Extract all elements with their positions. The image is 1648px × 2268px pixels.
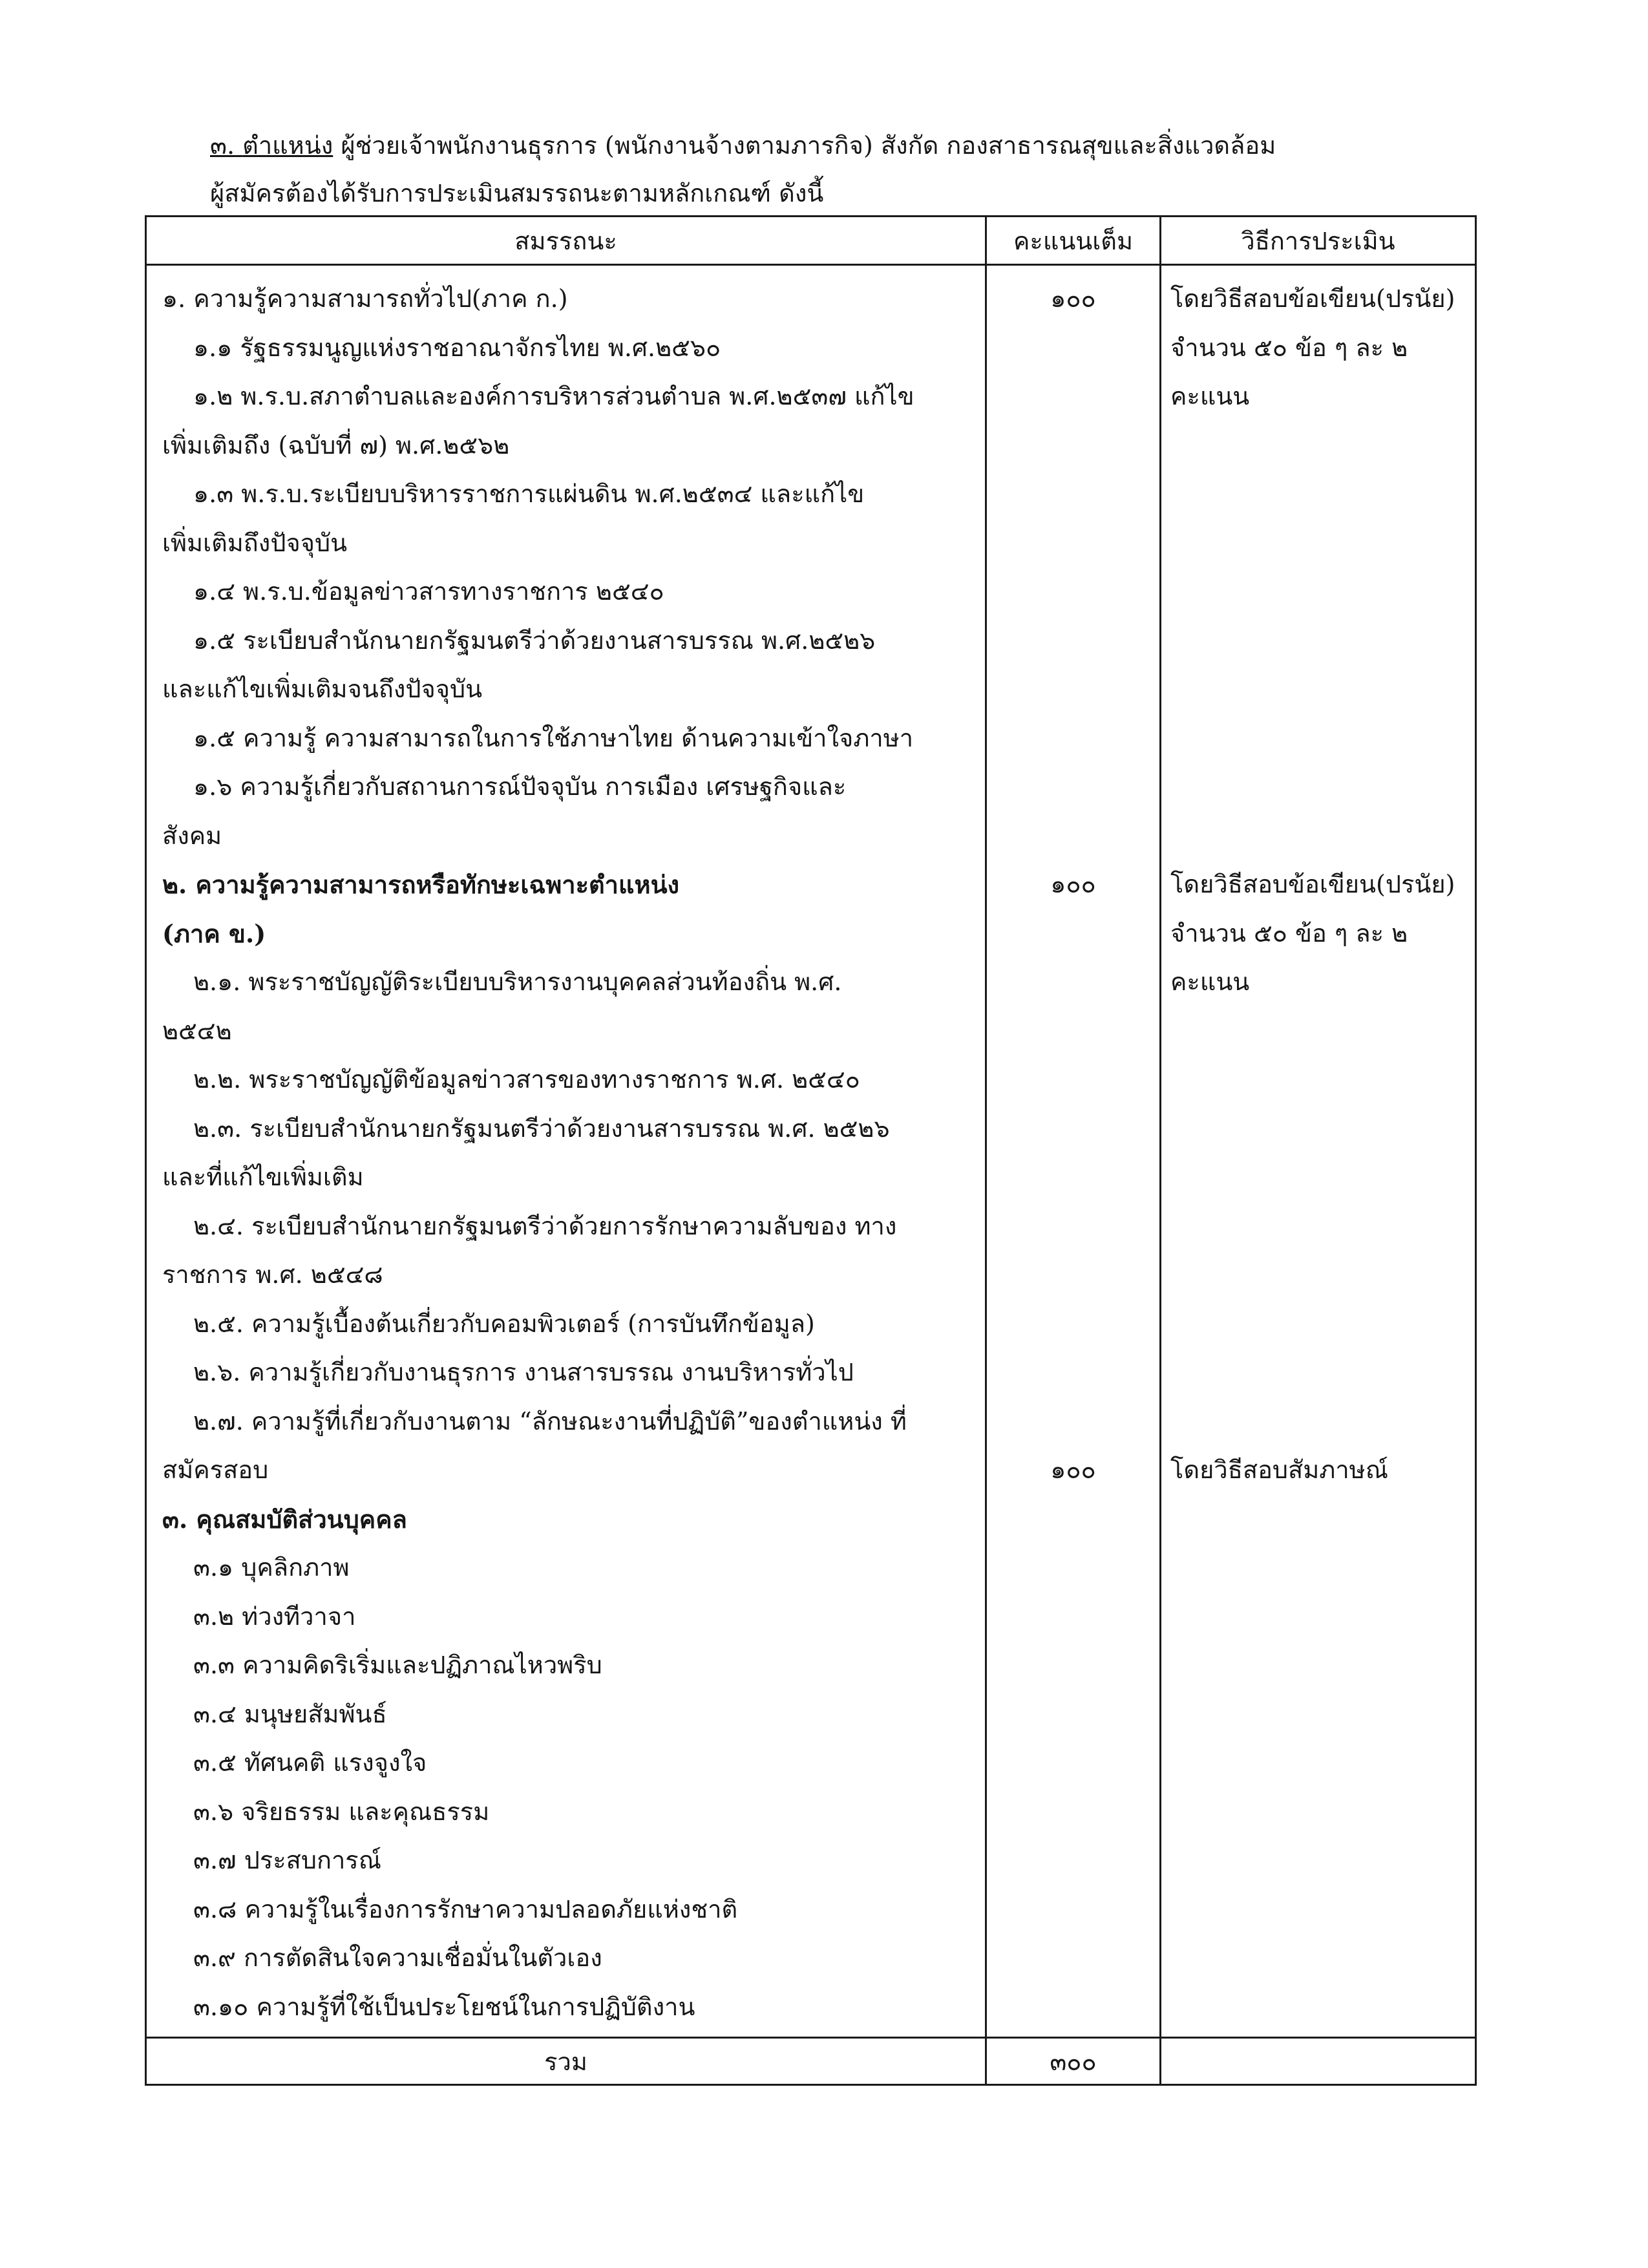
- list-item: ๑.๖ ความรู้เกี่ยวกับสถานการณ์ปัจจุบัน การเมือง เศรษฐกิจและ: [193, 772, 847, 801]
- spacer: [987, 324, 1159, 861]
- spacer: [1170, 1007, 1468, 1447]
- list-item: ๒.๔. ระเบียบสำนักนายกรัฐมนตรีว่าด้วยการรักษาความลับของ ทาง: [193, 1211, 897, 1240]
- list-item-continued: เพิ่มเติมถึงปัจจุบัน: [162, 528, 348, 557]
- spacer: [1170, 421, 1468, 861]
- list-item-continued: ๒๕๔๒: [162, 1016, 232, 1045]
- list-item: ๑.๑ รัฐธรรมนูญแห่งราชอาณาจักรไทย พ.ศ.๒๕๖๐: [193, 333, 721, 362]
- list-item: ๑.๕ ระเบียบสำนักนายกรัฐมนตรีว่าด้วยงานสารบรรณ พ.ศ.๒๕๒๖: [193, 626, 876, 655]
- section-1-score: ๑๐๐: [1050, 284, 1096, 313]
- list-item-continued: เพิ่มเติมถึง (ฉบับที่ ๗) พ.ศ.๒๕๖๒: [162, 430, 510, 460]
- list-item-continued: สมัครสอบ: [162, 1456, 269, 1484]
- section-1-method-unit: คะแนน: [1170, 382, 1250, 410]
- list-item: ๒.๑. พระราชบัญญัติระเบียบบริหารงานบุคคลส่วนท้องถิ่น พ.ศ.: [193, 968, 842, 996]
- list-item: ๒.๖. ความรู้เกี่ยวกับงานธุรการ งานสารบรรณ งานบริหารทั่วไป: [193, 1358, 854, 1386]
- competency-cell: [146, 265, 986, 2038]
- header-full-score: คะแนนเต็ม: [986, 217, 1161, 265]
- header-competency: สมรรถนะ: [146, 217, 986, 265]
- list-item: ๒.๗. ความรู้ที่เกี่ยวกับงานตาม “ลักษณะงานที่ปฏิบัติ”ของตำแหน่ง ที่: [193, 1406, 907, 1436]
- list-item: ๓.๒ ท่วงทีวาจา: [193, 1602, 356, 1631]
- list-item: ๑.๒ พ.ร.บ.สภาตำบลและองค์การบริหารส่วนตำบล พ.ศ.๒๕๓๗ แก้ไข: [193, 382, 914, 410]
- competency-table: [145, 215, 1477, 2086]
- total-label: รวม: [146, 2038, 986, 2085]
- position-heading: ๓. ตำแหน่ง: [210, 131, 333, 160]
- method-cell: [1161, 265, 1476, 2038]
- intro-line-1: [210, 122, 1490, 169]
- list-item: ๑.๓ พ.ร.บ.ระเบียบบริหารราชการแผ่นดิน พ.ศ.๒๕๓๔ และแก้ไข: [193, 480, 865, 508]
- section-2-score: ๑๐๐: [1050, 870, 1096, 898]
- section-2-method-unit: คะแนน: [1170, 968, 1250, 996]
- list-item: ๓.๓ ความคิดริเริ่มและปฏิภาณไหวพริบ: [193, 1651, 602, 1679]
- list-item: ๒.๒. พระราชบัญญัติข้อมูลข่าวสารของทางราชการ พ.ศ. ๒๕๔๐: [193, 1065, 860, 1094]
- full-score-cell: [986, 265, 1161, 2038]
- list-item: ๓.๑๐ ความรู้ที่ใช้เป็นประโยชน์ในการปฏิบัติงาน: [193, 1992, 695, 2021]
- section-3-method: โดยวิธีสอบสัมภาษณ์: [1170, 1456, 1388, 1484]
- section-2-method: โดยวิธีสอบข้อเขียน(ปรนัย): [1170, 870, 1455, 898]
- list-item: ๑.๔ พ.ร.บ.ข้อมูลข่าวสารทางราชการ ๒๕๔๐: [193, 577, 664, 606]
- intro-line-2: ผู้สมัครต้องได้รับการประเมินสมรรถนะตามหลักเกณฑ์ ดังนี้: [210, 179, 824, 207]
- list-item: ๓.๖ จริยธรรม และคุณธรรม: [193, 1797, 490, 1826]
- list-item: ๓.๙ การตัดสินใจความเชื่อมั่นในตัวเอง: [193, 1944, 602, 1972]
- section-1-method: โดยวิธีสอบข้อเขียน(ปรนัย): [1170, 284, 1455, 313]
- table-body-row: [146, 265, 1476, 2038]
- header-method: วิธีการประเมิน: [1161, 217, 1476, 265]
- list-item-continued: ราชการ พ.ศ. ๒๕๔๘: [162, 1260, 383, 1289]
- total-row: [146, 2038, 1476, 2085]
- section-2-heading-continued: (ภาค ข.): [162, 918, 266, 948]
- position-title: ผู้ช่วยเจ้าพนักงานธุรการ (พนักงานจ้างตามภารกิจ) สังกัด กองสาธารณสุขและสิ่งแวดล้อม: [333, 131, 1276, 160]
- section-2-method-detail: จำนวน ๕๐ ข้อ ๆ ละ ๒: [1170, 918, 1408, 948]
- total-method-empty: [1161, 2038, 1476, 2085]
- list-item: ๓.๑ บุคลิกภาพ: [193, 1553, 350, 1582]
- total-score: ๓๐๐: [986, 2038, 1161, 2085]
- table-header-row: [146, 217, 1476, 265]
- intro-paragraph: [210, 122, 1490, 217]
- list-item: ๒.๓. ระเบียบสำนักนายกรัฐมนตรีว่าด้วยงานสารบรรณ พ.ศ. ๒๕๒๖: [193, 1114, 890, 1143]
- list-item: ๒.๕. ความรู้เบื้องต้นเกี่ยวกับคอมพิวเตอร์ (การบันทึกข้อมูล): [193, 1309, 815, 1338]
- list-item: ๓.๔ มนุษยสัมพันธ์: [193, 1699, 387, 1728]
- list-item-continued: และแก้ไขเพิ่มเติมจนถึงปัจจุบัน: [162, 675, 483, 703]
- section-3-score: ๑๐๐: [1050, 1456, 1096, 1484]
- list-item: ๓.๗ ประสบการณ์: [193, 1846, 381, 1874]
- list-item: ๑.๕ ความรู้ ความสามารถในการใช้ภาษาไทย ด้านความเข้าใจภาษา: [193, 723, 914, 752]
- list-item: ๓.๘ ความรู้ในเรื่องการรักษาความปลอดภัยแห่งชาติ: [193, 1894, 738, 1924]
- section-1-heading: ๑. ความรู้ความสามารถทั่วไป(ภาค ก.): [162, 284, 568, 313]
- section-3-heading: ๓. คุณสมบัติส่วนบุคคล: [162, 1504, 407, 1534]
- section-2-heading: ๒. ความรู้ความสามารถหรือทักษะเฉพาะตำแหน่ง: [162, 870, 680, 899]
- list-item: ๓.๕ ทัศนคติ แรงจูงใจ: [193, 1748, 427, 1777]
- section-1-method-detail: จำนวน ๕๐ ข้อ ๆ ละ ๒: [1170, 333, 1408, 362]
- list-item-continued: และที่แก้ไขเพิ่มเติม: [162, 1163, 364, 1191]
- spacer: [987, 909, 1159, 1447]
- list-item-continued: สังคม: [162, 821, 222, 850]
